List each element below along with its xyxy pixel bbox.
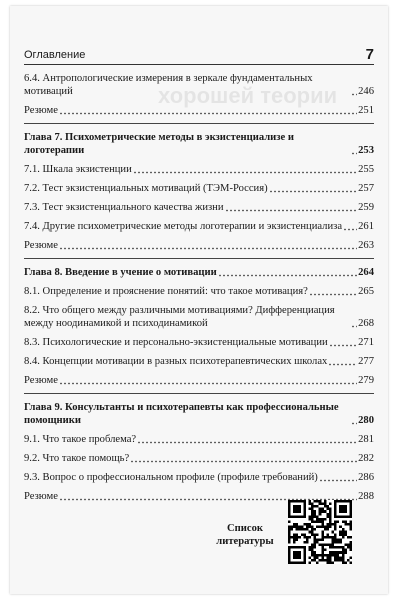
- toc-entry-page: 265: [358, 286, 374, 297]
- dot-leader: [59, 241, 357, 250]
- dot-leader: [133, 165, 357, 174]
- toc-entry-page: 277: [358, 356, 374, 367]
- toc-entry-page: 253: [358, 145, 374, 156]
- toc-entry-page: 255: [358, 164, 374, 175]
- dot-leader: [351, 146, 357, 155]
- dot-leader: [225, 203, 358, 212]
- toc-entry[interactable]: [24, 220, 374, 233]
- dot-leader: [328, 357, 357, 366]
- toc-entry-page: 281: [358, 434, 374, 445]
- toc-chapter-entry[interactable]: [24, 401, 374, 427]
- toc-entry-title: 9.2. Что такое помощь?: [24, 453, 130, 464]
- toc-entry[interactable]: [24, 471, 374, 484]
- header-title: Оглавление: [24, 49, 86, 61]
- toc-entry-page: 264: [358, 267, 374, 278]
- toc-entry[interactable]: [24, 374, 374, 387]
- toc-entry-page: 280: [358, 415, 374, 426]
- dot-leader: [351, 87, 357, 96]
- toc-entry-page: 271: [358, 337, 374, 348]
- toc-entry-title: 8.3. Психологические и персонально-экзистенциальные мотивации: [24, 337, 328, 348]
- bibliography-label: Список литературы: [216, 523, 274, 547]
- dot-leader: [218, 268, 357, 277]
- toc-entry[interactable]: [24, 433, 374, 446]
- toc-entry-page: 259: [358, 202, 374, 213]
- toc-entry-page: 282: [358, 453, 374, 464]
- dot-leader: [329, 338, 357, 347]
- toc-entry-title: Глава 8. Введение в учение о мотивации: [24, 267, 217, 278]
- toc-entry-page: 261: [358, 221, 374, 232]
- bleed-through-text: хорошей теории: [158, 83, 338, 108]
- toc-entry[interactable]: [24, 239, 374, 252]
- toc-entry[interactable]: [24, 163, 374, 176]
- toc-entry[interactable]: [24, 355, 374, 368]
- page-number: 7: [365, 46, 374, 63]
- toc-entry-title: Резюме: [24, 491, 58, 502]
- dot-leader: [309, 287, 357, 296]
- qr-code-icon[interactable]: [288, 500, 352, 564]
- toc-entry-title: Глава 9. Консультанты и психотерапевты как профессиональные помощники: [24, 402, 339, 426]
- dot-leader: [343, 222, 357, 231]
- toc-entry-title: 8.1. Определение и прояснение понятий: что такое мотивация?: [24, 286, 308, 297]
- dot-leader: [351, 416, 357, 425]
- dot-leader: [59, 106, 357, 115]
- toc-entry[interactable]: [24, 452, 374, 465]
- section-divider: [24, 258, 374, 259]
- toc-entry[interactable]: [24, 336, 374, 349]
- toc-entry[interactable]: [24, 104, 374, 117]
- toc-entry[interactable]: [24, 182, 374, 195]
- toc-entry[interactable]: [24, 72, 374, 98]
- toc-entry-page: 257: [358, 183, 374, 194]
- toc-entry-title: Резюме: [24, 105, 58, 116]
- toc-entry-title: 7.4. Другие психометрические методы логотерапии и экзистенциализа: [24, 221, 343, 232]
- section-divider: [24, 123, 374, 124]
- toc-entry-title: 7.2. Тест экзистенциальных мотиваций (ТЭМ-Россия): [24, 183, 268, 194]
- toc-entry-title: 9.1. Что такое проблема?: [24, 434, 137, 445]
- toc-entry-page: 268: [358, 318, 374, 329]
- table-of-contents: [24, 72, 374, 509]
- toc-entry-title: Глава 7. Психометрические методы в экзистенциализе и логотерапии: [24, 132, 294, 156]
- toc-entry[interactable]: [24, 201, 374, 214]
- toc-entry-title: 6.4. Антропологические измерения в зеркале фундаментальных мотиваций: [24, 73, 313, 97]
- dot-leader: [319, 473, 357, 482]
- toc-entry-title: 7.1. Шкала экзистенции: [24, 164, 132, 175]
- toc-entry-title: Резюме: [24, 375, 58, 386]
- section-divider: [24, 393, 374, 394]
- book-page: [10, 6, 388, 594]
- page-header: [24, 46, 374, 65]
- dot-leader: [59, 376, 357, 385]
- toc-entry-title: 8.2. Что общего между различными мотивациями? Дифференциация между ноодинамикой и психодинамикой: [24, 305, 335, 329]
- dot-leader: [137, 435, 357, 444]
- toc-entry-page: 279: [358, 375, 374, 386]
- toc-entry-page: 251: [358, 105, 374, 116]
- toc-chapter-entry[interactable]: [24, 266, 374, 279]
- dot-leader: [130, 454, 357, 463]
- toc-entry[interactable]: [24, 285, 374, 298]
- toc-entry-title: 7.3. Тест экзистенциального качества жизни: [24, 202, 224, 213]
- toc-entry-page: 286: [358, 472, 374, 483]
- toc-entry[interactable]: [24, 304, 374, 330]
- toc-entry-page: 288: [358, 491, 374, 502]
- toc-entry-page: 263: [358, 240, 374, 251]
- toc-chapter-entry[interactable]: [24, 131, 374, 157]
- toc-entry-title: Резюме: [24, 240, 58, 251]
- toc-entry-page: 246: [358, 86, 374, 97]
- toc-entry-title: 9.3. Вопрос о профессиональном профиле (профиле требований): [24, 472, 318, 483]
- dot-leader: [351, 319, 357, 328]
- toc-entry-title: 8.4. Концепции мотивации в разных психотерапевтических школах: [24, 356, 328, 367]
- dot-leader: [269, 184, 357, 193]
